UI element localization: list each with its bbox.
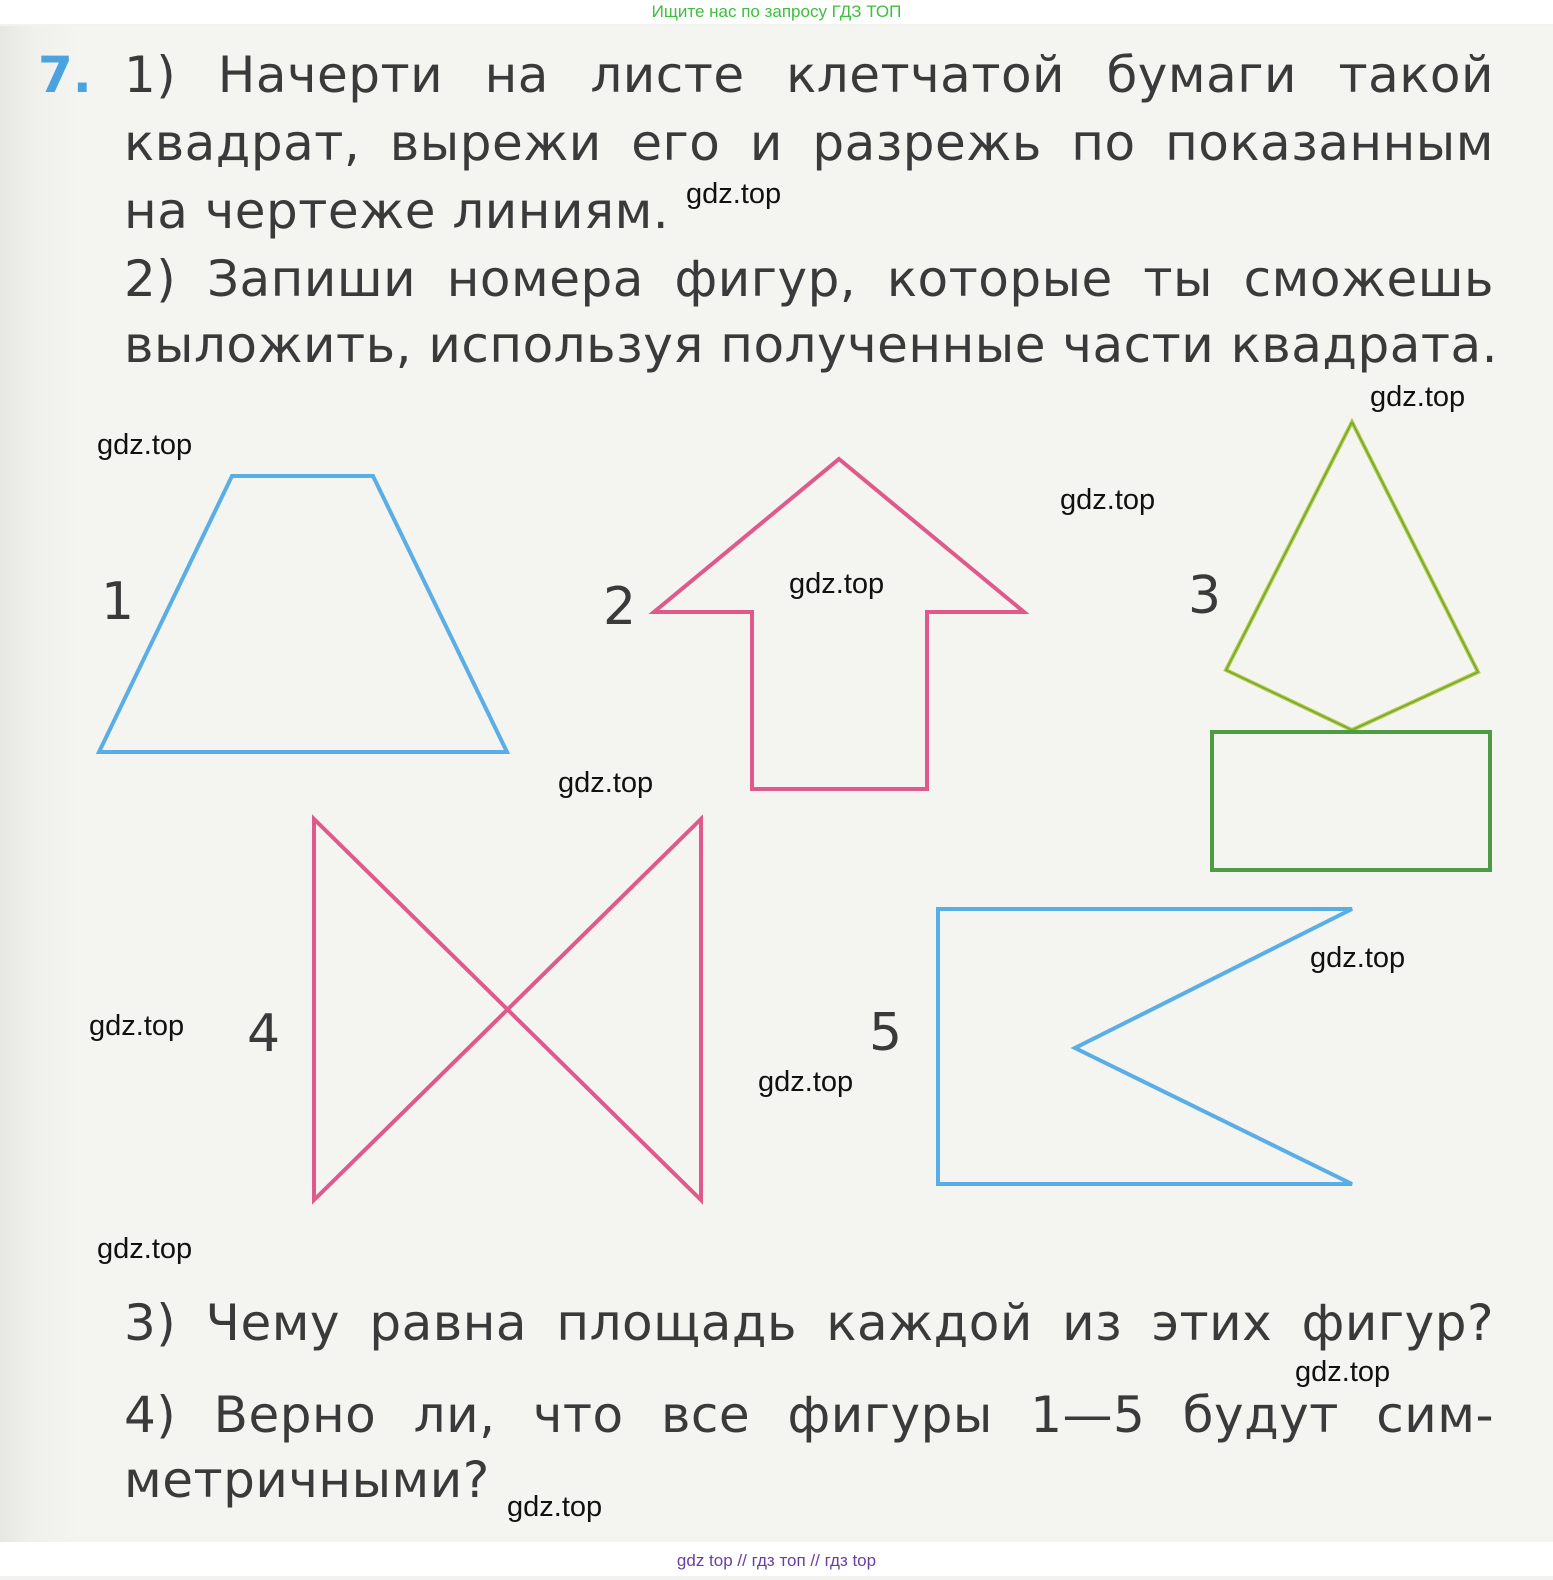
watermark: gdz.top	[97, 429, 193, 461]
watermark: gdz.top	[789, 568, 885, 600]
figure-1-label: 1	[101, 572, 135, 632]
watermark: gdz.top	[1060, 484, 1156, 516]
figure-2-arrow	[654, 459, 1024, 789]
task-item-1-line-3: на чертеже линиям.	[124, 182, 670, 240]
figure-3-kite-edge	[1226, 422, 1478, 730]
watermark: gdz.top	[1295, 1356, 1391, 1388]
figure-3-kite	[1226, 422, 1478, 730]
task-item-4-line-1: 4) Верно ли, что все фигуры 1—5 будут сим-	[124, 1386, 1494, 1444]
figure-3-rectangle	[1212, 732, 1490, 870]
top-banner[interactable]: Ищите нас по запросу ГДЗ ТОП	[0, 0, 1553, 24]
figure-5-label: 5	[869, 1003, 903, 1063]
task-item-1-line-1: 1) Начерти на листе клетчатой бумаги такой	[124, 46, 1494, 104]
watermark: gdz.top	[1370, 381, 1466, 413]
task-item-1-line-2: квадрат, вырежи его и разрежь по показанным	[124, 114, 1494, 172]
task-item-3: 3) Чему равна площадь каждой из этих фигур?	[124, 1294, 1494, 1352]
task-item-4-line-2: метричными?	[124, 1451, 490, 1509]
figure-5-notched	[938, 909, 1352, 1184]
figure-3-label: 3	[1188, 566, 1222, 626]
figure-4-bowtie	[314, 819, 701, 1200]
task-item-2-line-1: 2) Запиши номера фигур, которые ты сможешь	[124, 250, 1494, 308]
watermark: gdz.top	[507, 1491, 603, 1523]
watermark: gdz.top	[1310, 942, 1406, 974]
figure-1-trapezoid	[99, 476, 507, 752]
bottom-banner[interactable]: gdz top // гдз топ // гдз top	[0, 1542, 1553, 1576]
watermark: gdz.top	[758, 1066, 854, 1098]
watermark: gdz.top	[558, 767, 654, 799]
task-number: 7.	[38, 46, 92, 104]
figure-4-label: 4	[247, 1004, 281, 1064]
watermark: gdz.top	[89, 1010, 185, 1042]
task-item-2-line-2: выложить, используя полученные части квадрата.	[124, 316, 1499, 374]
figure-2-label: 2	[603, 577, 637, 637]
watermark: gdz.top	[97, 1233, 193, 1265]
watermark: gdz.top	[686, 178, 782, 210]
